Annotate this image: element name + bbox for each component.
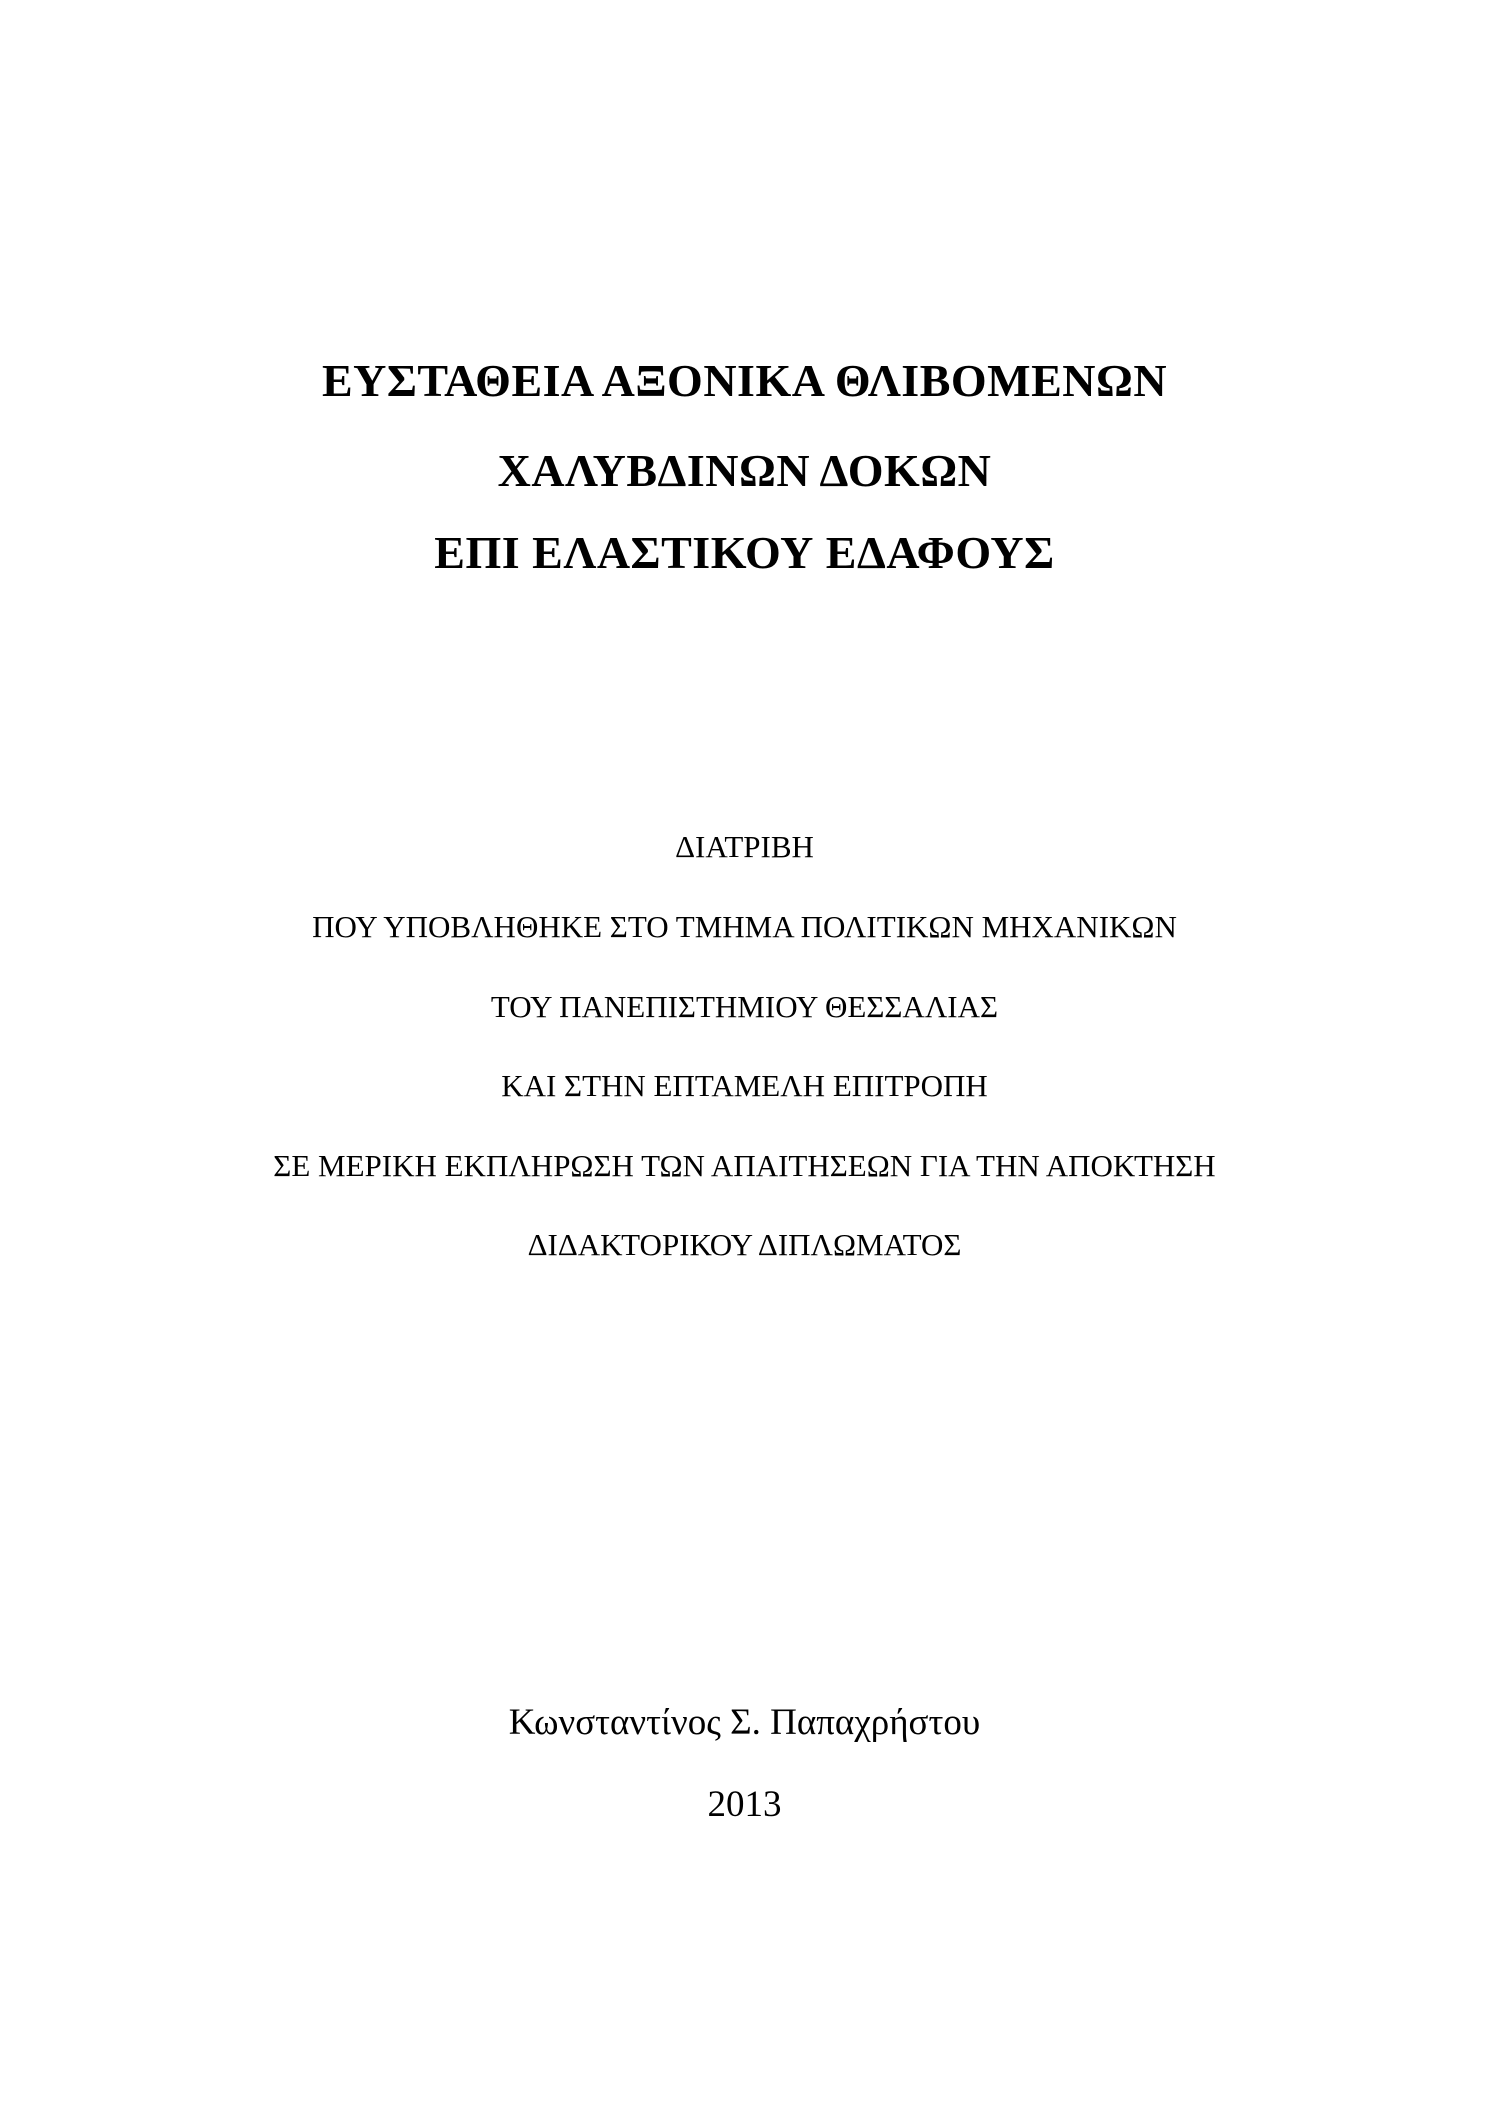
author-name: Κωνσταντίνος Σ. Παπαχρήστου [508, 1702, 981, 1743]
submission-statement-line-2: ΤΟΥ ΠΑΝΕΠΙΣΤΗΜΙΟΥ ΘΕΣΣΑΛΙΑΣ [490, 989, 999, 1024]
submission-statement-line-5: ΔΙΔΑΚΤΟΡΙΚΟΥ ΔΙΠΛΩΜΑΤΟΣ [527, 1227, 962, 1262]
document-type: ΔΙΑΤΡΙΒΗ [675, 829, 814, 864]
submission-statement-line-4: ΣΕ ΜΕΡΙΚΗ ΕΚΠΛΗΡΩΣΗ ΤΩΝ ΑΠΑΙΤΗΣΕΩΝ ΓΙΑ ΤΗΝ ΑΠΟΚΤΗΣΗ [273, 1148, 1216, 1183]
submission-statement-line-1: ΠΟΥ ΥΠΟΒΛΗΘΗΚΕ ΣΤΟ ΤΜΗΜΑ ΠΟΛΙΤΙΚΩΝ ΜΗΧΑΝΙΚΩΝ [312, 909, 1177, 944]
thesis-title-line-2: ΧΑΛΥΒΔΙΝΩΝ ΔΟΚΩΝ [497, 445, 992, 496]
publication-year: 2013 [707, 1784, 782, 1825]
thesis-title-line-3: ΕΠΙ ΕΛΑΣΤΙΚΟΥ ΕΔΑΦΟΥΣ [434, 527, 1055, 578]
submission-statement-line-3: ΚΑΙ ΣΤΗΝ ΕΠΤΑΜΕΛΗ ΕΠΙΤΡΟΠΗ [501, 1068, 988, 1103]
thesis-title-line-1: ΕΥΣΤΑΘΕΙΑ ΑΞΟΝΙΚΑ ΘΛΙΒΟΜΕΝΩΝ [321, 355, 1168, 406]
